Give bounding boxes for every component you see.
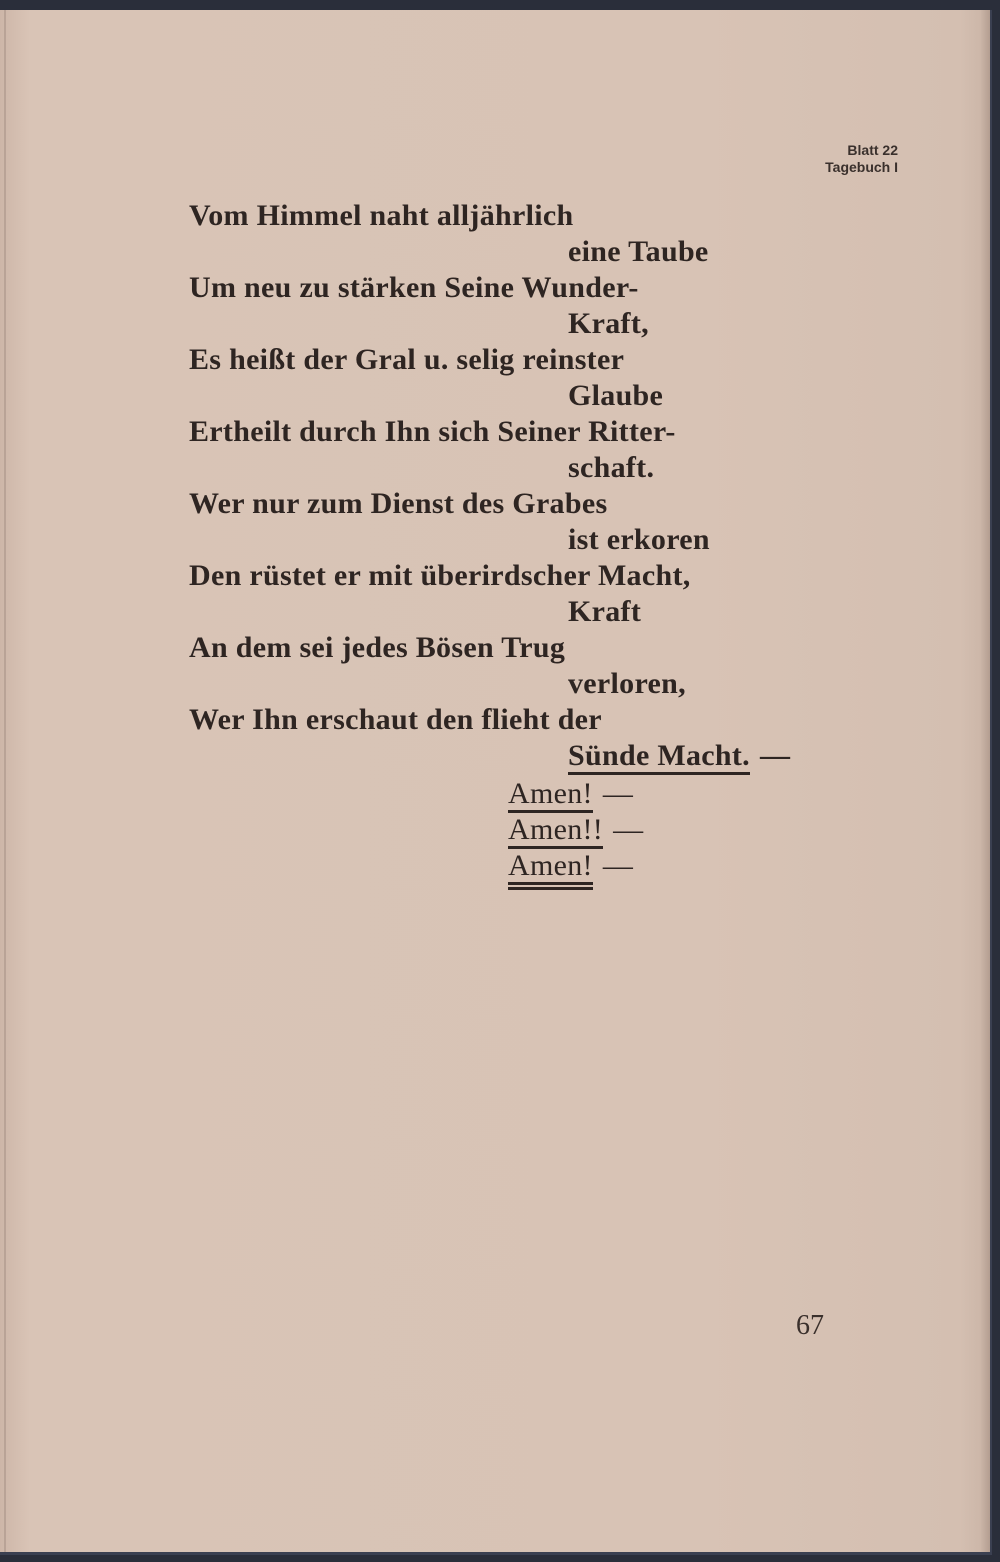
amen-line [508,848,633,884]
poem-line: verloren, [568,667,686,700]
poem-line: Glaube [568,379,664,412]
amen-dash: — [602,849,634,882]
amen-dash: — [602,777,634,810]
poem-line: Wer nur zum Dienst des Grabes [189,487,608,520]
page-number: 67 [796,1310,824,1341]
poem-line: An dem sei jedes Bösen Trug [189,631,566,664]
amen-line [508,812,643,848]
poem-line: Kraft, [568,307,649,340]
poem-line: Vom Himmel naht alljährlich [189,199,574,232]
poem-line: Den rüstet er mit überirdscher Macht, [189,559,691,592]
final-verse-line [568,738,790,774]
poem-line: schaft. [568,451,655,484]
poem [0,10,990,1010]
underlined-phrase: Sünde Macht. [568,739,750,775]
amen-line [508,776,633,812]
poem-line: Es heißt der Gral u. selig reinster [189,343,625,376]
diary-label: Tagebuch I [825,159,898,175]
amen-word: Amen!! [508,813,603,849]
poem-line: Kraft [568,595,642,628]
poem-line: Wer Ihn erschaut den flieht der [189,703,602,736]
poem-line: eine Taube [568,235,709,268]
closing-dash: — [759,739,791,772]
poem-line: Um neu zu stärken Seine Wunder- [189,271,639,304]
amen-word: Amen! [508,777,593,813]
amen-word: Amen! [508,849,593,885]
poem-line: Ertheilt durch Ihn sich Seiner Ritter- [189,415,676,448]
poem-line: ist erkoren [568,523,710,556]
sheet-number: Blatt 22 [847,142,898,158]
book-page [0,10,992,1555]
amen-dash: — [613,813,644,846]
